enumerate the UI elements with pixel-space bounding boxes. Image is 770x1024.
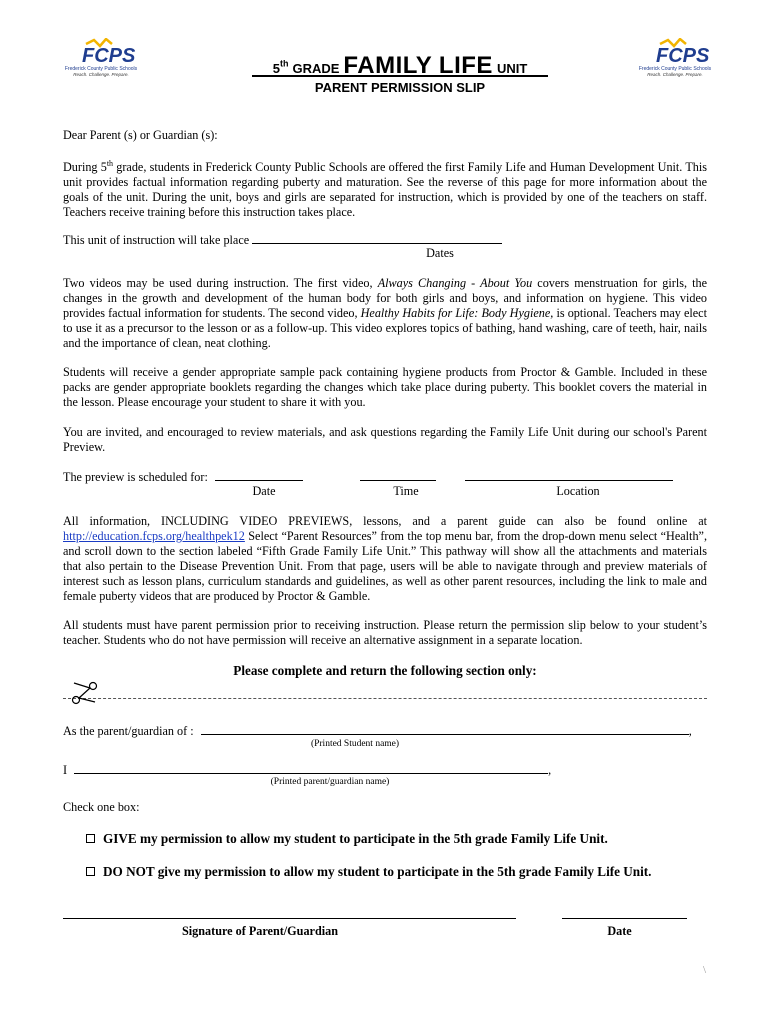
p2-b: covers menstruation for girls, the changes in the growth and development of the human body for both girls and boys, and information on hygiene. This video provides factual information for students. The second video, xyxy=(63,276,707,320)
preview-date-caption: Date xyxy=(252,484,276,498)
logo-brand-text: FCPS xyxy=(82,45,136,67)
preview-time-caption: Time xyxy=(393,484,419,498)
guardian-name-line: I , xyxy=(63,763,552,777)
health-link[interactable]: http://education.fcps.org/healthpek12 xyxy=(63,529,245,543)
deny-permission-label: DO NOT give my permission to allow my student to participate in the 5th grade Family Life Unit. xyxy=(103,864,652,879)
guardian-name-caption: (Printed parent/guardian name) xyxy=(270,777,390,787)
preview-label: The preview is scheduled for: xyxy=(63,470,208,484)
scissors-icon xyxy=(70,680,100,706)
video2-title: Healthy Habits for Life: Body Hygiene, xyxy=(360,306,554,320)
online-info-paragraph xyxy=(63,514,707,604)
permission-required-paragraph: All students must have parent permission prior to receiving instruction. Please return the permission slip below to your student’s teacher. Students who do not have permission will receive an alternative assignment in a separate location. xyxy=(63,618,707,647)
signature-date-field[interactable] xyxy=(562,918,687,919)
grade-word: GRADE xyxy=(292,61,340,76)
give-permission-option xyxy=(86,831,608,847)
p5-a: All information, INCLUDING VIDEO PREVIEWS, lessons, and a parent guide can also be found online at xyxy=(63,514,707,528)
deny-permission-checkbox[interactable] xyxy=(86,867,95,876)
give-permission-checkbox[interactable] xyxy=(86,834,95,843)
page-subtitle: PARENT PERMISSION SLIP xyxy=(314,80,486,95)
parent-preview-paragraph: You are invited, and encouraged to review materials, and ask questions regarding the Family Life Unit during our school's Parent Preview. xyxy=(63,425,707,454)
preview-time-blank[interactable] xyxy=(360,469,436,481)
footer-mark: \ xyxy=(703,964,707,976)
guardian-of-label: As the parent/guardian of : xyxy=(63,724,194,738)
preview-location-blank[interactable] xyxy=(465,469,673,481)
title-underline xyxy=(252,75,548,77)
check-one-label: Check one box: xyxy=(63,800,140,814)
preview-date-blank[interactable] xyxy=(215,469,303,481)
preview-line xyxy=(63,469,673,485)
student-name-field[interactable] xyxy=(201,723,689,735)
dates-caption: Dates xyxy=(426,246,454,260)
p5-b: Select “Parent Resources” from the top menu bar, from the drop-down menu select “Health”, and scroll down to the section labeled “Fifth Grade Family Life Unit.” This pathway will show all the attachments and materials that also pertain to the Disease Prevention Unit. From that page, users will be able to navigate through and preview materials of interest such as lesson plans, curriculum standards and guidelines, as well as other parent resources, including the link to male and female puberty videos that are produced by Proctor & Gamble. xyxy=(63,529,707,603)
unit-word: UNIT xyxy=(496,61,528,76)
logo-line2: Reach. Challenge. Prepare. xyxy=(73,72,129,77)
signature-caption: Signature of Parent/Guardian xyxy=(182,924,338,938)
p1-rest: grade, students in Frederick County Public Schools are offered the first Family Life and Human Development Unit. This unit provides factual information regarding puberty and maturation. See the reverse of this page for more information about the goals of the unit. During the unit, boys and girls are separated for instruction, which is provided by one of the teachers on staff. Teachers receive training before this instruction takes place. xyxy=(63,160,708,220)
grade-sup: th xyxy=(279,58,289,69)
grade-num: 5 xyxy=(272,61,280,76)
signature-field[interactable] xyxy=(63,918,516,919)
fcps-logo-left xyxy=(56,38,146,82)
deny-permission-option xyxy=(86,864,651,880)
fcps-logo-right xyxy=(630,38,720,82)
i-label: I xyxy=(63,763,68,777)
p1-sup: th xyxy=(106,159,114,168)
instruction-dates-blank[interactable] xyxy=(252,232,502,244)
video1-title: Always Changing - About You xyxy=(377,276,533,290)
p2-a: Two videos may be used during instruction. The first video, xyxy=(63,276,378,290)
preview-location-caption: Location xyxy=(556,484,600,498)
intro-paragraph xyxy=(63,156,707,220)
sample-pack-paragraph: Students will receive a gender appropriate sample pack containing hygiene products from Proctor & Gamble. Included in these packs are gender appropriate booklets regarding the changes which take place during puberty. This booklet covers the material in the lesson. Please encourage your student to share it with you. xyxy=(63,365,707,409)
instruction-label: This unit of instruction will take place xyxy=(63,233,250,247)
slip-heading: Please complete and return the following section only: xyxy=(233,663,537,678)
p1-start: During 5 xyxy=(63,160,107,175)
videos-paragraph xyxy=(63,276,707,351)
salutation: Dear Parent (s) or Guardian (s): xyxy=(63,128,218,142)
logo-brand-text: FCPS xyxy=(656,45,710,67)
logo-line2: Reach. Challenge. Prepare. xyxy=(647,72,703,77)
logo-line1: Frederick County Public Schools xyxy=(64,66,138,72)
guardian-name-field[interactable] xyxy=(74,762,548,774)
guardian-of-line: As the parent/guardian of : , xyxy=(63,724,692,738)
signature-date-caption: Date xyxy=(607,924,632,938)
logo-line1: Frederick County Public Schools xyxy=(638,66,712,72)
p2-c: is optional. Teachers may elect to use it as a precursor to the lesson or as a follow-up. This video explores topics of bathing, hand washing, care of teeth, hair, nails and the importance of clean, neat clothing. xyxy=(63,306,707,350)
cut-line xyxy=(63,698,707,699)
student-name-caption: (Printed Student name) xyxy=(310,739,400,749)
give-permission-label: GIVE my permission to allow my student to participate in the 5th grade Family Life Unit. xyxy=(103,831,608,846)
main-title: FAMILY LIFE xyxy=(343,52,493,79)
